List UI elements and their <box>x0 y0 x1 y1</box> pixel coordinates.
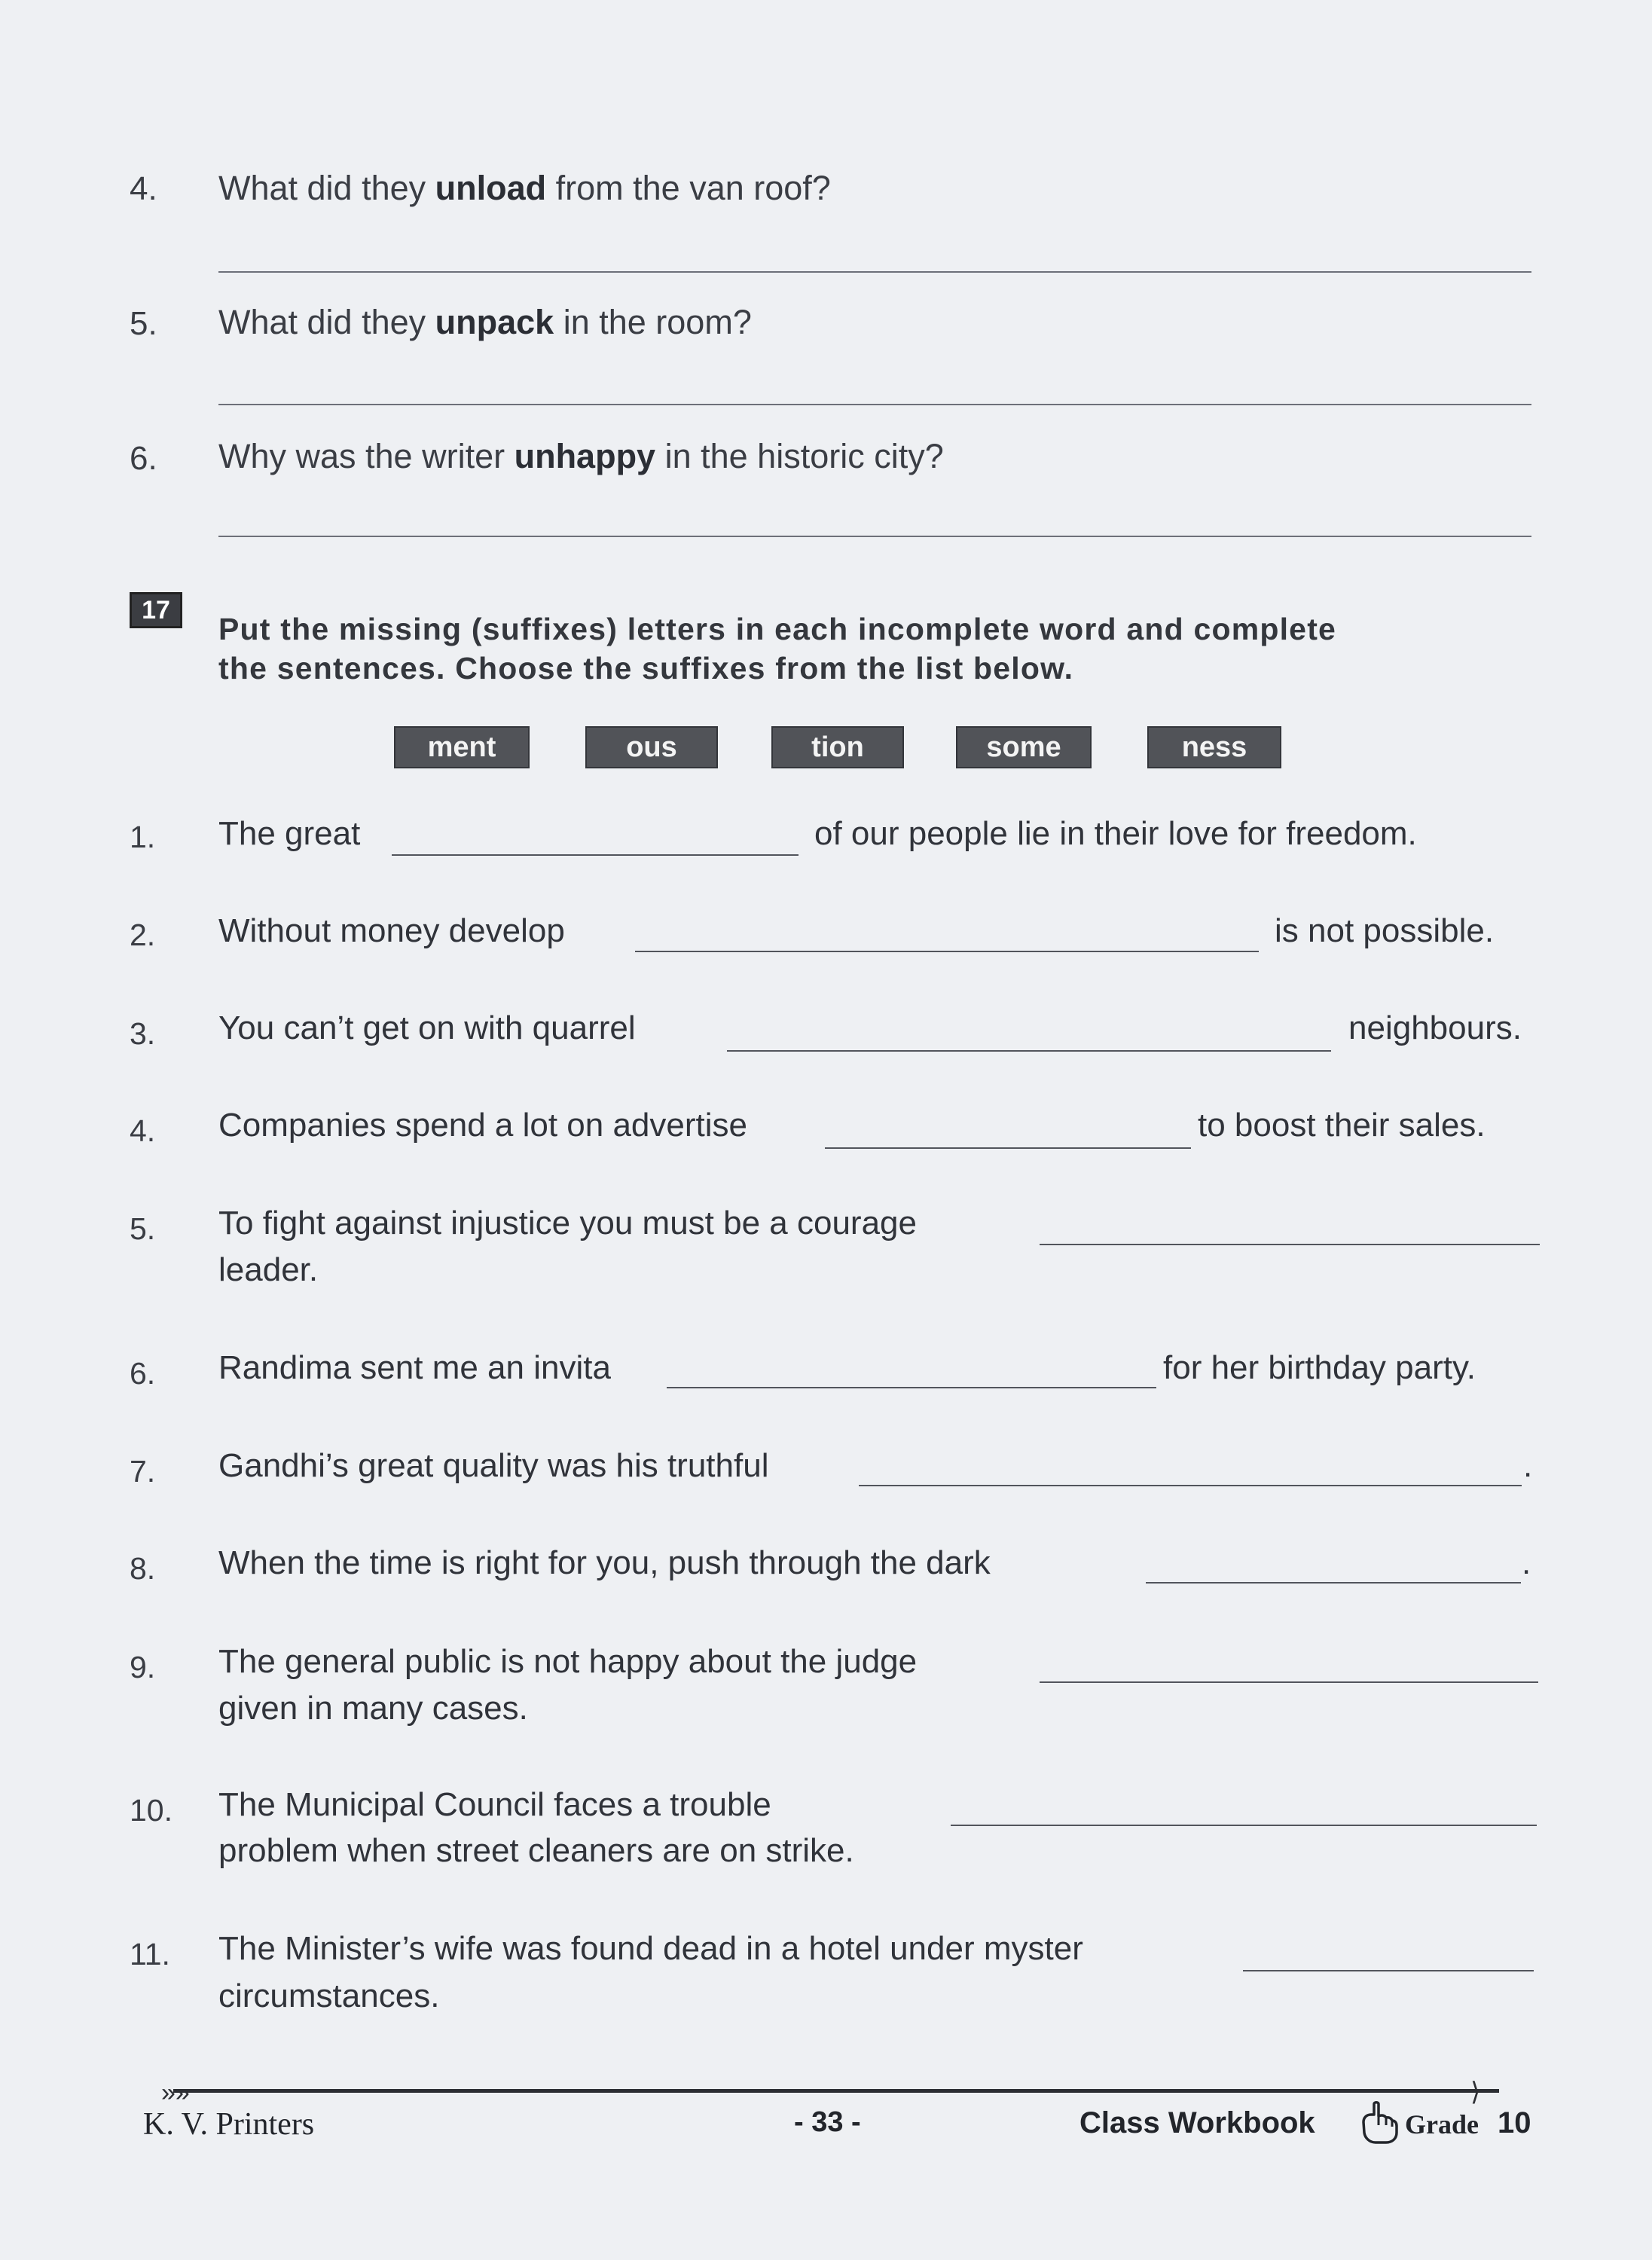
question-text-pre: Why was the writer <box>218 437 515 475</box>
sentence-text-start: The general public is not happy about the judge <box>218 1643 918 1680</box>
blank-line[interactable] <box>859 1485 1522 1486</box>
sentence-text-start: Companies spend a lot on advertise <box>218 1107 747 1144</box>
sentence-text-start: The Minister’s wife was found dead in a hotel under myster <box>218 1930 1083 1967</box>
question-text-post: in the room? <box>554 303 752 341</box>
question-number: 4. <box>130 170 157 207</box>
book-title: Class Workbook <box>1079 2106 1315 2139</box>
blank-line[interactable] <box>951 1825 1537 1826</box>
sentence-text-end: to boost their sales. <box>1198 1107 1486 1144</box>
sentence-text-end: is not possible. <box>1275 912 1495 949</box>
question-keyword: unpack <box>435 303 554 341</box>
sentence-number: 11. <box>130 1937 170 1971</box>
sentence-text-end: problem when street cleaners are on strike. <box>218 1832 854 1869</box>
sentence-text-end: . <box>1522 1544 1531 1581</box>
blank-line[interactable] <box>635 951 1259 952</box>
sentence-text-end: . <box>1523 1447 1533 1484</box>
sentence-number: 1. <box>130 820 156 854</box>
sentence-text-start: When the time is right for you, push through the dark <box>218 1544 991 1581</box>
sentence-text-end: circumstances. <box>218 1978 440 2014</box>
suffix-chip-ous: ous <box>585 726 718 768</box>
sentence-number: 7. <box>130 1454 156 1489</box>
blank-line[interactable] <box>825 1147 1191 1149</box>
grade-label: Grade <box>1405 2109 1479 2139</box>
publisher-name: K. V. Printers <box>143 2107 315 2142</box>
sentence-number: 2. <box>130 918 156 952</box>
question-text <box>218 437 944 476</box>
footer-divider <box>173 2089 1499 2093</box>
question-number: 6. <box>130 440 157 477</box>
sentence-text-end: given in many cases. <box>218 1690 528 1727</box>
suffix-chip-some: some <box>956 726 1092 768</box>
blank-line[interactable] <box>727 1050 1331 1052</box>
page-number: - 33 - <box>794 2106 861 2138</box>
blank-line[interactable] <box>1040 1244 1540 1245</box>
question-number: 5. <box>130 305 157 342</box>
sentence-number: 4. <box>130 1113 156 1148</box>
answer-line[interactable] <box>218 271 1531 273</box>
sentence-number: 5. <box>130 1211 156 1246</box>
question-text-pre: What did they <box>218 169 435 207</box>
question-text-post: from the van roof? <box>546 169 831 207</box>
question-keyword: unhappy <box>514 437 656 475</box>
instruction-line-2: the sentences. Choose the suffixes from the list below. <box>218 651 1074 686</box>
blank-line[interactable] <box>1040 1681 1538 1683</box>
instruction-line-1: Put the missing (suffixes) letters in each incomplete word and complete <box>218 612 1337 646</box>
sentence-text-start: The Municipal Council faces a trouble <box>218 1786 771 1823</box>
question-text <box>218 169 831 208</box>
blank-line[interactable] <box>1146 1582 1521 1584</box>
sentence-text-end: for her birthday party. <box>1163 1349 1476 1386</box>
pointing-hand-icon <box>1356 2100 1398 2145</box>
sentence-text-end: leader. <box>218 1251 319 1288</box>
question-text <box>218 303 752 342</box>
answer-line[interactable] <box>218 404 1531 405</box>
blank-line[interactable] <box>1243 1970 1534 1971</box>
sentence-number: 8. <box>130 1551 156 1586</box>
sentence-number: 10. <box>130 1793 173 1828</box>
blank-line[interactable] <box>392 854 799 856</box>
sentence-text-start: The great <box>218 815 361 852</box>
blank-line[interactable] <box>667 1387 1156 1388</box>
section-number-badge: 17 <box>130 592 182 628</box>
sentence-text-start: Randima sent me an invita <box>218 1349 611 1386</box>
sentence-text-start: To fight against injustice you must be a courage <box>218 1205 917 1241</box>
question-text-post: in the historic city? <box>655 437 944 475</box>
sentence-text-start: You can’t get on with quarrel <box>218 1009 636 1046</box>
arrow-head-icon: ⟩ <box>1470 2078 1481 2106</box>
answer-line[interactable] <box>218 536 1531 537</box>
arrow-tail-icon: »» <box>161 2078 190 2107</box>
suffix-chip-tion: tion <box>771 726 904 768</box>
suffix-chip-ness: ness <box>1147 726 1281 768</box>
sentence-number: 6. <box>130 1356 156 1391</box>
sentence-number: 9. <box>130 1650 156 1684</box>
sentence-text-start: Gandhi’s great quality was his truthful <box>218 1447 769 1484</box>
sentence-text-end: neighbours. <box>1348 1009 1522 1046</box>
sentence-number: 3. <box>130 1016 156 1051</box>
suffix-chip-ment: ment <box>394 726 530 768</box>
sentence-text-end: of our people lie in their love for freedom. <box>814 815 1417 852</box>
sentence-text-start: Without money develop <box>218 912 565 949</box>
question-text-pre: What did they <box>218 303 435 341</box>
grade-number: 10 <box>1498 2106 1531 2139</box>
question-keyword: unload <box>435 169 547 207</box>
